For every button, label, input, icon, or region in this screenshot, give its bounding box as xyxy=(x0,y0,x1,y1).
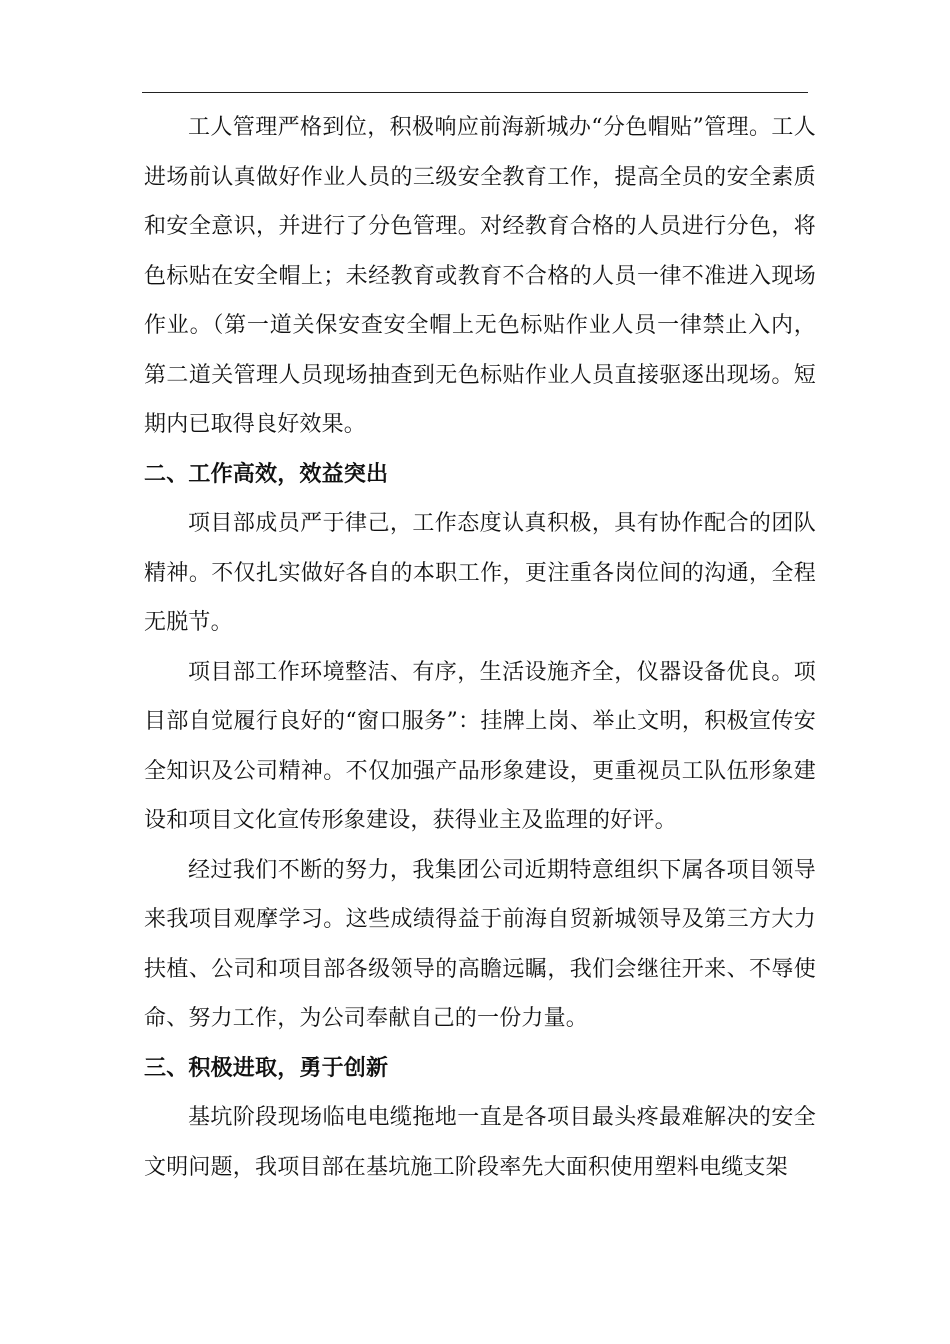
section-heading-efficiency: 二、工作高效，效益突出 xyxy=(144,460,389,487)
document-body xyxy=(144,103,816,1192)
section-heading-innovation: 三、积极进取，勇于创新 xyxy=(144,1054,389,1081)
paragraph-achievements: 经过我们不断的努力，我集团公司近期特意组织下属各项目领导来我项目观摩学习。这些成绩得益于前海自贸新城领导及第三方大力扶植、公司和项目部各级领导的高瞻远瞩，我们会继往开来、不辱使命、努力工作，为公司奉献自己的一份力量。 xyxy=(144,857,816,1031)
paragraph-cable-support: 基坑阶段现场临电电缆拖地一直是各项目最头疼最难解决的安全文明问题，我项目部在基坑施工阶段率先大面积使用塑料电缆支架 xyxy=(144,1105,816,1180)
header-rule xyxy=(142,92,808,93)
paragraph-team-spirit: 项目部成员严于律己，工作态度认真积极，具有协作配合的团队精神。不仅扎实做好各自的本职工作，更注重各岗位间的沟通，全程无脱节。 xyxy=(144,511,816,635)
paragraph-worker-management: 工人管理严格到位，积极响应前海新城办“分色帽贴”管理。工人进场前认真做好作业人员的三级安全教育工作，提高全员的安全素质和安全意识，并进行了分色管理。对经教育合格的人员进行分色，将色标贴在安全帽上；未经教育或教育不合格的人员一律不准进入现场作业。（第一道关保安查安全帽上无色标贴作业人员一律禁止入内，第二道关管理人员现场抽查到无色标贴作业人员直接驱逐出现场。短期内已取得良好效果。 xyxy=(144,115,816,437)
paragraph-work-environment: 项目部工作环境整洁、有序，生活设施齐全，仪器设备优良。项目部自觉履行良好的“窗口服务”：挂牌上岗、举止文明，积极宣传安全知识及公司精神。不仅加强产品形象建设，更重视员工队伍形象建设和项目文化宣传形象建设，获得业主及监理的好评。 xyxy=(144,659,816,833)
